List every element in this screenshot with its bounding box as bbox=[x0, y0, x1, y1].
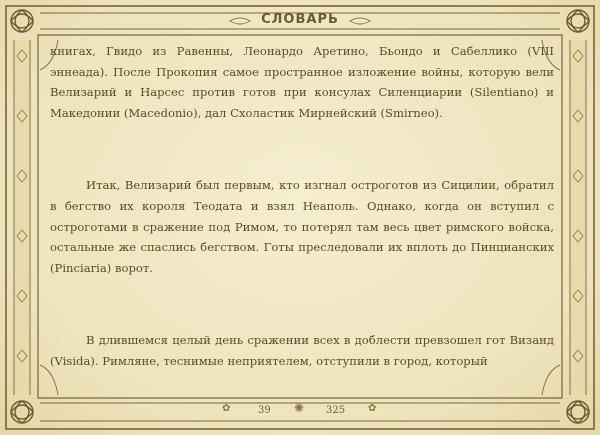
paragraph-1: книгах, Гвидо из Равенны, Леонардо Аретино, Бьондо и Сабеллико (VIII эннеада). После Прокопия самое пространное изложение войны, которую вели Велизарий и Нарсес против готов при консулах Силенциарии (Silentiano) и Македонии (Macedonio), дал Схоластик Мирнейский (Smirneo). bbox=[50, 44, 554, 120]
page-number-right: 325 bbox=[326, 405, 346, 416]
sun-ornament-icon: ✺ bbox=[294, 401, 305, 415]
text-body bbox=[50, 41, 554, 372]
paragraph-2: Итак, Велизарий был первым, кто изгнал остроготов из Сицилии, обратил в бегство их короля Теодата и взял Неаполь. Однако, когда он вступил с остроготами в сражение под Римом, то потерял там весь цвет римского войска, остальные же спаслись бегством. Готы преследовали их вплоть до Пинцианских (Pinciaria) ворот. bbox=[50, 178, 554, 275]
corner-knot-bottom-left-icon bbox=[11, 401, 33, 423]
flower-ornament-icon: ✿ bbox=[368, 403, 377, 414]
flower-ornament-icon: ✿ bbox=[222, 403, 231, 414]
paragraph-3: В длившемся целый день сражении всех в доблести превзошел гот Визанд (Visida). Римляне, теснимые неприятелем, отступили в город, который bbox=[50, 333, 554, 368]
page-number-left: 39 bbox=[258, 405, 271, 416]
corner-knot-bottom-right-icon bbox=[567, 401, 589, 423]
page-title: СЛОВАРЬ bbox=[261, 12, 339, 27]
